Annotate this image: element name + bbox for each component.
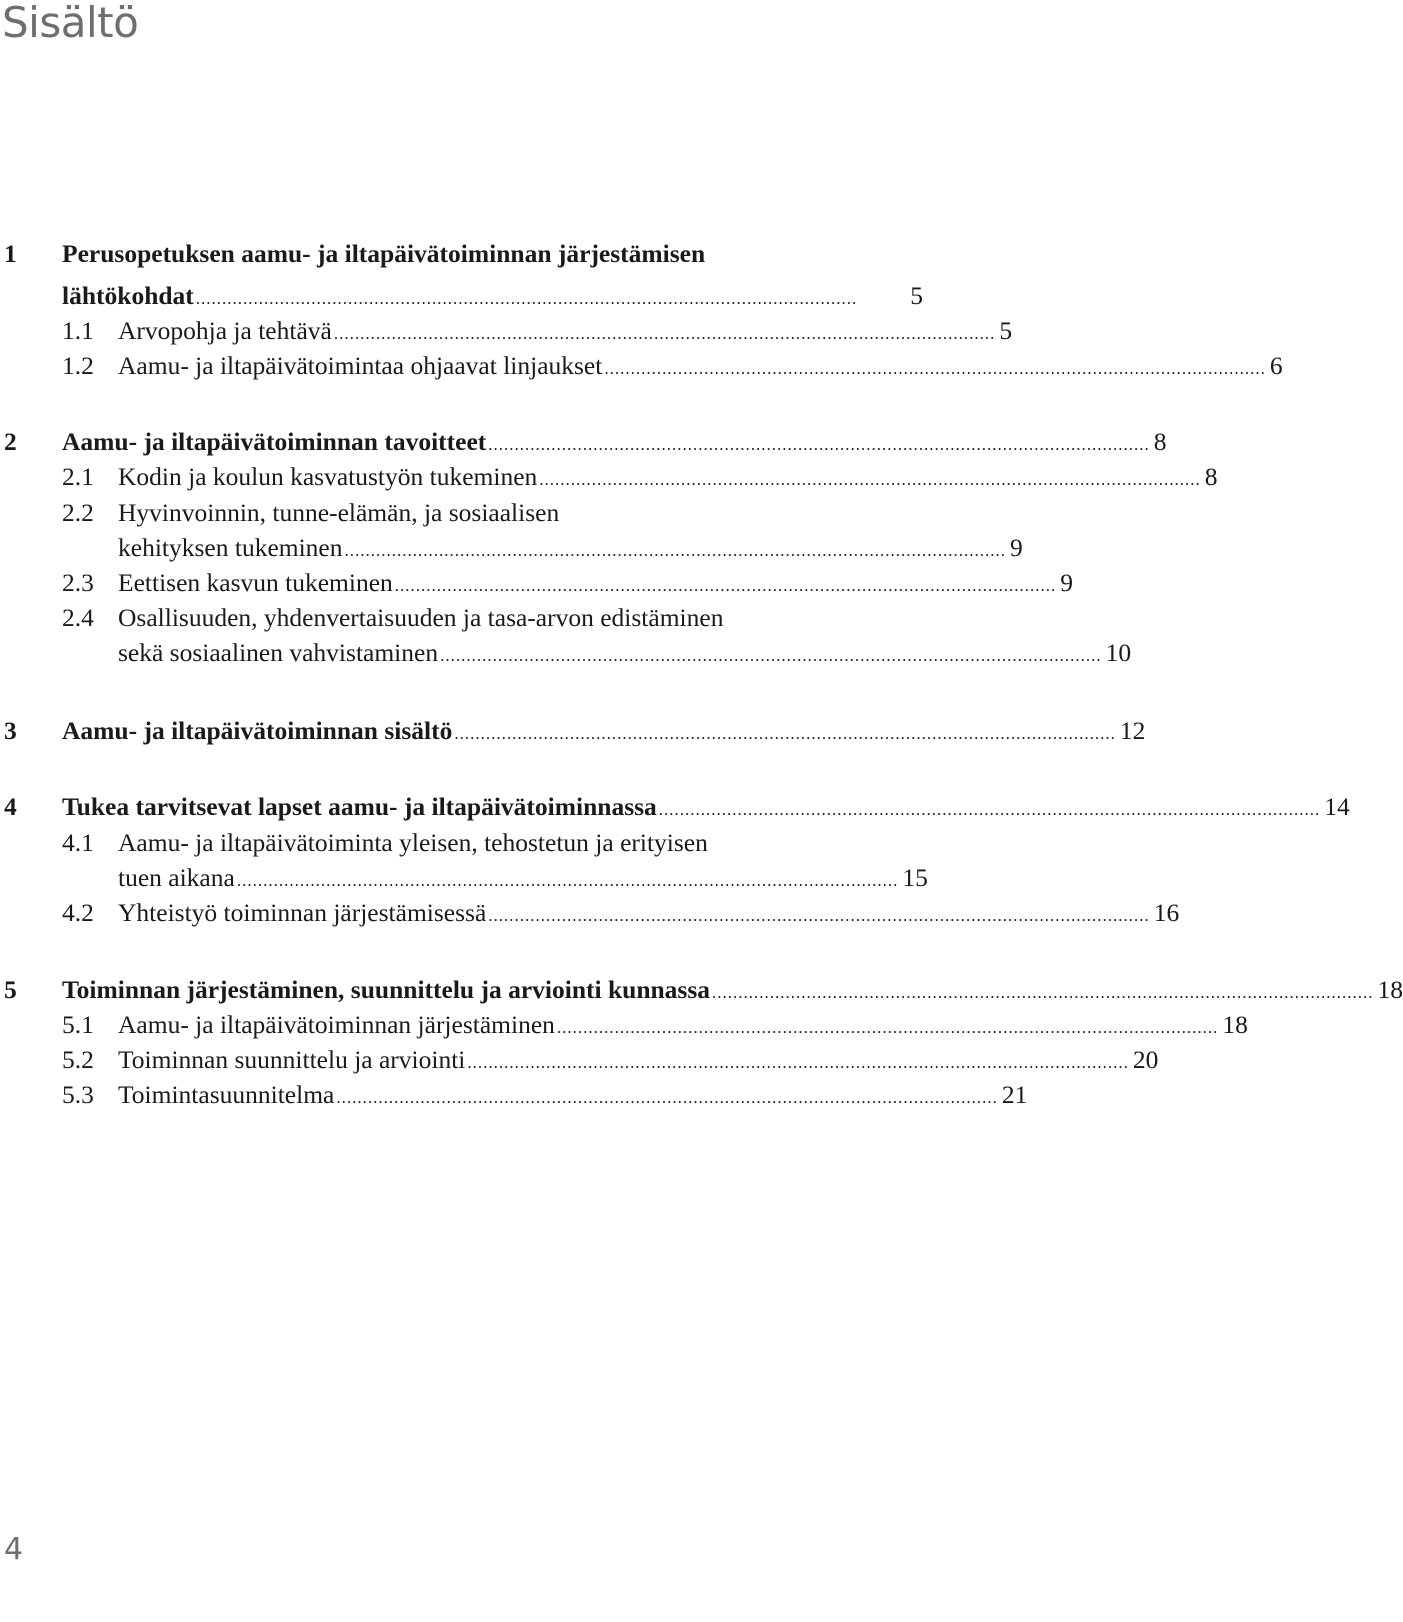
toc-title: Osallisuuden, yhdenvertaisuuden ja tasa-arvon edistäminen: [118, 603, 724, 632]
dot-leader: ..............................................................................................................................: [394, 576, 1057, 595]
dot-leader: ..............................................................................................................................: [539, 470, 1201, 489]
toc-title: sekä sosiaalinen vahvistaminen: [118, 638, 439, 667]
toc-page-number: 8: [1204, 462, 1218, 491]
toc-title: Arvopohja ja tehtävä: [118, 316, 332, 345]
toc-section-2-4-continued[interactable]: [0, 635, 1132, 671]
toc-chapter-2[interactable]: [0, 424, 1167, 460]
toc-number: 4.2: [62, 898, 94, 927]
toc-title: Toimintasuunnitelma: [118, 1080, 335, 1109]
page-folio-number: 4: [4, 1532, 24, 1567]
toc-number: 5: [4, 975, 17, 1004]
toc-title: Yhteistyö toiminnan järjestämisessä: [118, 898, 487, 927]
dot-leader: ..............................................................................................................................: [336, 1088, 998, 1107]
toc-section-2-4: [0, 600, 960, 636]
toc-title: Kodin ja koulun kasvatustyön tukeminen: [118, 462, 538, 491]
toc-title: kehityksen tukeminen: [118, 533, 343, 562]
toc-section-4-1-continued[interactable]: [0, 860, 960, 896]
toc-page-number: 16: [1153, 898, 1180, 927]
toc-number: 1.1: [62, 316, 94, 345]
toc-title: Hyvinvoinnin, tunne-elämän, ja sosiaalisen: [118, 498, 560, 527]
toc-number: 1: [4, 239, 17, 268]
toc-number: 3: [4, 716, 17, 745]
toc-number: 2.3: [62, 568, 94, 597]
toc-section-1-1[interactable]: [0, 313, 1013, 349]
toc-section-2-2-continued[interactable]: [0, 530, 1023, 566]
toc-section-5-1[interactable]: [0, 1007, 1248, 1043]
toc-page-number: 9: [1060, 568, 1074, 597]
toc-chapter-3[interactable]: [0, 713, 1146, 749]
toc-title: Aamu- ja iltapäivätoiminnan sisältö: [62, 716, 453, 745]
page-title: Sisältö: [2, 0, 139, 47]
toc-page-number: 12: [1119, 716, 1146, 745]
toc-number: 4: [4, 792, 17, 821]
toc-title: Tukea tarvitsevat lapset aamu- ja iltapäivätoiminnassa: [62, 792, 657, 821]
toc-number: 5.3: [62, 1080, 94, 1109]
toc-page-number: 9: [1010, 533, 1023, 562]
toc-page-number: 14: [1324, 792, 1350, 821]
dot-leader: ..............................................................................................................................: [440, 646, 1102, 665]
toc-page-number: 15: [902, 863, 928, 892]
toc-page-number: 18: [1377, 975, 1403, 1004]
toc-section-2-1[interactable]: [0, 459, 1218, 495]
toc-number: 4.1: [62, 828, 94, 857]
toc-section-5-2[interactable]: [0, 1042, 1159, 1078]
dot-leader: ..............................................................................................................................: [344, 541, 1006, 560]
toc-number: 2: [4, 427, 17, 456]
dot-leader: ..............................................................................................................................: [488, 906, 1150, 925]
dot-leader: ..............................................................................................................................: [488, 435, 1150, 454]
toc-title: tuen aikana: [118, 863, 235, 892]
toc-title: Aamu- ja iltapäivätoiminta yleisen, tehostetun ja erityisen: [118, 828, 708, 857]
toc-section-2-2: [0, 495, 960, 531]
toc-title: Aamu- ja iltapäivätoiminnan järjestäminen: [118, 1010, 555, 1039]
dot-leader: ..............................................................................................................................: [195, 289, 858, 308]
toc-number: 2.4: [62, 603, 94, 632]
toc-title: Toiminnan suunnittelu ja arviointi: [118, 1045, 466, 1074]
toc-chapter-1-continued[interactable]: [0, 278, 960, 314]
dot-leader: ..............................................................................................................................: [712, 983, 1374, 1002]
toc-number: 2.1: [62, 462, 94, 491]
dot-leader: ..............................................................................................................................: [467, 1053, 1129, 1072]
toc-title: lähtökohdat: [62, 281, 194, 310]
toc-number: 5.2: [62, 1045, 94, 1074]
dot-leader: ..............................................................................................................................: [333, 324, 996, 343]
toc-chapter-5[interactable]: [0, 972, 1403, 1008]
toc-number: 2.2: [62, 498, 94, 527]
toc-section-1-2[interactable]: [0, 348, 1283, 384]
toc-section-4-1: [0, 825, 960, 861]
toc-page-number: 10: [1105, 638, 1132, 667]
toc-title: Toiminnan järjestäminen, suunnittelu ja arviointi kunnassa: [62, 975, 711, 1004]
toc-section-5-3[interactable]: [0, 1077, 1028, 1113]
toc-page-number: 18: [1222, 1010, 1248, 1039]
toc-page-number: 8: [1153, 427, 1167, 456]
toc-title: Eettisen kasvun tukeminen: [118, 568, 393, 597]
toc-page-number: 5: [999, 316, 1013, 345]
toc-number: 5.1: [62, 1010, 94, 1039]
dot-leader: ..............................................................................................................................: [604, 359, 1266, 378]
dot-leader: ..............................................................................................................................: [556, 1018, 1219, 1037]
toc-page-number: 21: [1001, 1080, 1028, 1109]
toc-number: 1.2: [62, 351, 94, 380]
toc-title: Perusopetuksen aamu- ja iltapäivätoiminnan järjestämisen: [62, 239, 706, 268]
toc-page-number: 20: [1132, 1045, 1159, 1074]
toc-chapter-1: [0, 236, 960, 272]
toc-title: Aamu- ja iltapäivätoiminnan tavoitteet: [62, 427, 487, 456]
dot-leader: ..............................................................................................................................: [658, 800, 1321, 819]
toc-chapter-4[interactable]: [0, 789, 1350, 825]
dot-leader: ..............................................................................................................................: [454, 724, 1116, 743]
toc-page-number: 6: [1269, 351, 1283, 380]
toc-title: Aamu- ja iltapäivätoimintaa ohjaavat linjaukset: [118, 351, 603, 380]
toc-section-4-2[interactable]: [0, 895, 1180, 931]
toc-page-number: 5: [910, 281, 923, 310]
toc-section-2-3[interactable]: [0, 565, 1074, 601]
dot-leader: ..............................................................................................................................: [236, 871, 899, 890]
